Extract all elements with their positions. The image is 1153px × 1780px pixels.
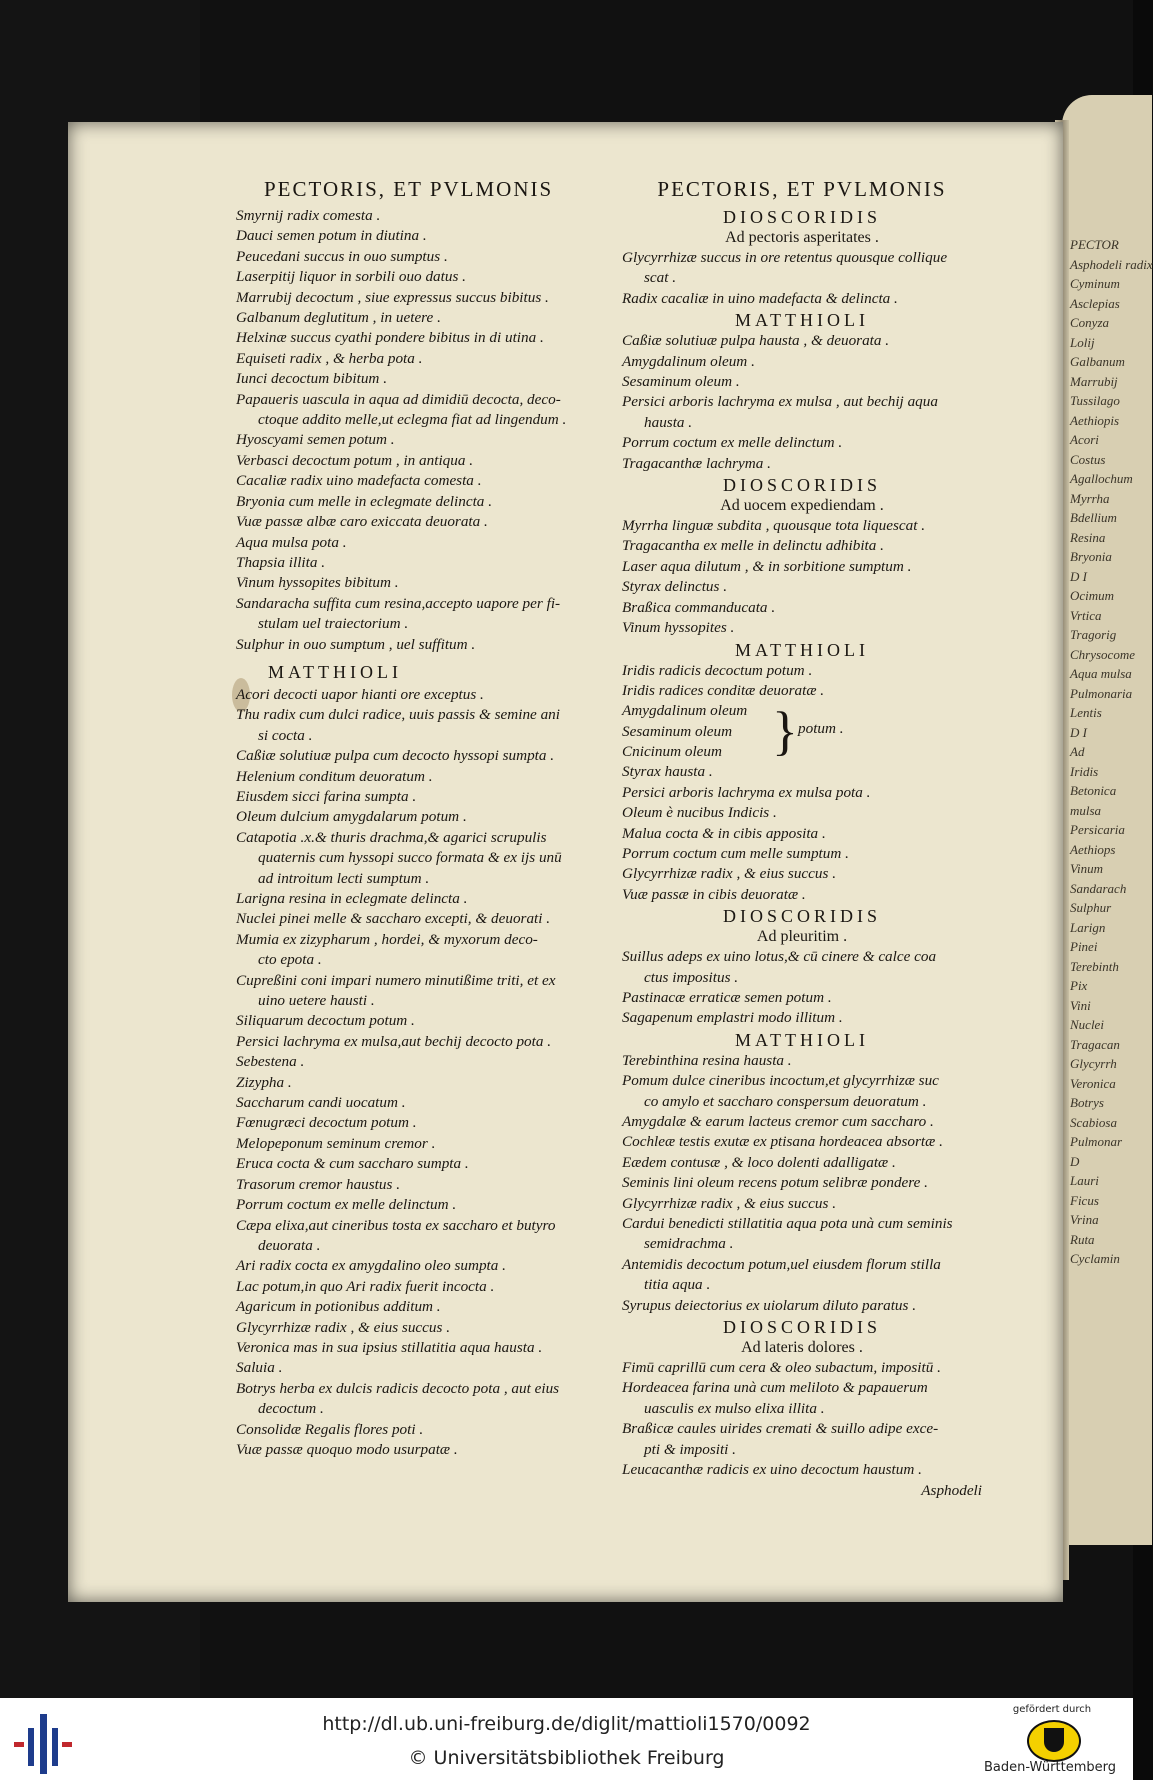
left-entries-a xyxy=(236,206,596,655)
entry-line: Melopeponum seminum cremor . xyxy=(236,1134,436,1152)
entry-line: Leucacanthæ radicis ex uino decoctum haustum . xyxy=(622,1461,922,1479)
entry-line: Thapsia illita . xyxy=(236,553,326,571)
brace-label: potum . xyxy=(798,720,844,738)
facing-page-fragment: Lolij xyxy=(1070,334,1095,350)
entry-line: Porrum coctum cum melle sumptum . xyxy=(622,844,849,862)
entry-line: Caßiæ solutiuæ pulpa cum decocto hyssopi sumpta . xyxy=(236,747,555,765)
entry-line: Galbanum deglutitum , in uetere . xyxy=(236,309,441,327)
facing-page-fragment: Lentis xyxy=(1070,705,1102,720)
entry-line: Sesaminum oleum xyxy=(622,722,733,740)
entry-line: Tragacanthæ lachryma . xyxy=(622,454,771,472)
entry-line: Helenium conditum deuoratum . xyxy=(236,767,433,785)
right-entries xyxy=(622,1358,982,1480)
facing-page-fragment: Lauri xyxy=(1070,1173,1099,1188)
facing-page-fragment: Tragorig xyxy=(1070,627,1117,642)
facing-page-fragment: Conyza xyxy=(1070,315,1109,330)
right-entries xyxy=(622,661,982,702)
facing-page-fragment: Pix xyxy=(1070,978,1088,993)
entry-line: Larigna resina in eclegmate delincta . xyxy=(236,890,468,907)
section-dioscoridis: DIOSCORIDIS xyxy=(722,207,881,227)
facing-page-fragment: PECTOR xyxy=(1070,237,1119,252)
entry-line: Saccharum candi uocatum . xyxy=(236,1094,406,1112)
facing-page-fragment: Scabiosa xyxy=(1070,1114,1117,1130)
entry-line: Helxinæ succus cyathi pondere bibitus in di utina . xyxy=(236,329,544,347)
facing-page-fragment: Marrubij xyxy=(1070,373,1118,389)
facing-page-fragment: Ocimum xyxy=(1070,588,1115,603)
entry-line: Persici arboris lachryma ex mulsa , aut bechij aqua xyxy=(622,393,938,411)
entry-line: Amygdalæ & earum lacteus cremor cum saccharo . xyxy=(622,1113,934,1130)
entry-line: uasculis ex mulso elixa illita . xyxy=(644,1399,825,1417)
right-entries xyxy=(622,248,982,309)
copyright-notice: © Universitätsbibliothek Freiburg xyxy=(408,1747,725,1769)
facing-page-fragment: Bdellium xyxy=(1070,510,1117,525)
entry-line: Thu radix cum dulci radice, uuis passis & semine ani xyxy=(236,706,560,724)
entry-line: Oleum dulcium amygdalarum potum . xyxy=(236,808,467,826)
entry-line: Terebinthina resina hausta . xyxy=(622,1051,792,1069)
facing-page-fragment: Iridis xyxy=(1070,763,1099,779)
entry-line: Vuæ passæ in cibis deuoratæ . xyxy=(622,885,806,903)
entry-line: Cochleæ testis exutæ ex ptisana hordeacea absortæ . xyxy=(622,1133,943,1151)
entry-line: Suillus adeps ex uino lotus,& cū cinere & calce coa xyxy=(622,948,937,966)
section-matthioli: MATTHIOLI xyxy=(735,1029,869,1050)
entry-line: Vinum hyssopites bibitum . xyxy=(236,574,399,592)
section-subtitle: Ad lateris dolores . xyxy=(741,1339,863,1357)
entry-line: Amygdalinum oleum . xyxy=(622,352,755,370)
facing-page-fragment: Vini xyxy=(1070,997,1091,1013)
right-entries xyxy=(622,762,982,905)
facing-page xyxy=(1062,95,1152,1545)
facing-page-fragment: Cyclamin xyxy=(1070,1251,1120,1266)
entry-line: Glycyrrhizæ radix , & eius succus . xyxy=(622,1194,837,1212)
facing-page-fragment: Larign xyxy=(1070,919,1106,935)
facing-page-fragment: Sulphur xyxy=(1070,900,1112,915)
sponsor-name: Baden-Württemberg xyxy=(984,1760,1116,1775)
left-entries-b xyxy=(236,685,596,1460)
facing-page-fragment: Pulmonaria xyxy=(1070,685,1133,701)
entry-line: Siliquarum decoctum potum . xyxy=(236,1012,415,1030)
facing-page-fragment: Costus xyxy=(1070,451,1106,467)
right-entries xyxy=(622,331,982,474)
entry-line: Iridis radicis decoctum potum . xyxy=(622,661,813,679)
entry-line: Syrupus deiectorius ex uiolarum diluto paratus . xyxy=(622,1296,917,1314)
entry-line: Myrrha linguæ subdita , quousque tota liquescat . xyxy=(622,517,926,535)
facing-page-fragment: mulsa xyxy=(1070,802,1102,818)
entry-line: Agaricum in potionibus additum . xyxy=(236,1298,441,1316)
left-section-matthioli: MATTHIOLI xyxy=(268,661,402,682)
entry-line: Eruca cocta & cum saccharo sumpta . xyxy=(236,1155,469,1173)
brace-group xyxy=(622,701,982,762)
entry-line: Seminis lini oleum recens potum selibræ pondere . xyxy=(622,1174,928,1192)
entry-line: Catapotia .x.& thuris drachma,& agarici scrupulis xyxy=(236,828,547,846)
entry-line: Braßica commanducata . xyxy=(622,598,776,616)
entry-line: Smyrnij radix comesta . xyxy=(236,207,381,224)
section-subtitle: Ad pleuritim . xyxy=(756,928,848,946)
entry-line: Tragacantha ex melle in delinctu adhibita . xyxy=(622,537,884,555)
entry-line: quaternis cum hyssopi succo formata & ex ijs unū xyxy=(258,849,562,867)
curly-brace: } xyxy=(772,701,798,762)
entry-line: Vuæ passæ albæ caro exiccata deuorata . xyxy=(236,513,488,531)
entry-line: Sagapenum emplastri modo illitum . xyxy=(622,1009,843,1027)
facing-page-fragment: Chrysocome xyxy=(1070,646,1135,662)
facing-page-fragment: Veronica xyxy=(1070,1075,1116,1091)
entry-line: Verbasci decoctum potum , in antiqua . xyxy=(236,451,474,469)
entry-line: Vuæ passæ quoquo modo usurpatæ . xyxy=(236,1440,458,1458)
section-dioscoridis: DIOSCORIDIS xyxy=(722,475,881,496)
facing-page-fragment: D I xyxy=(1070,568,1087,584)
facing-page-fragment: Myrrha xyxy=(1070,490,1110,506)
entry-line: ctoque addito melle,ut eclegma fiat ad lingendum . xyxy=(258,411,567,429)
entry-line: Sandaracha suffita cum resina,accepto uapore per fi- xyxy=(236,594,561,612)
entry-line: Botrys herba ex dulcis radicis decocto pota , aut eius xyxy=(236,1379,560,1397)
entry-line: Aqua mulsa pota . xyxy=(236,533,347,551)
entry-line: ctus impositus . xyxy=(644,968,739,986)
entry-line: si cocta . xyxy=(258,726,313,744)
section-dioscoridis: DIOSCORIDIS xyxy=(722,1317,881,1338)
entry-line: Cæpa elixa,aut cineribus tosta ex saccharo et butyro xyxy=(236,1216,556,1234)
facing-page-fragment: Resina xyxy=(1070,529,1106,545)
entry-line: hausta . xyxy=(644,413,693,431)
entry-line: Glycyrrhizæ radix , & eius succus . xyxy=(236,1318,451,1336)
entry-line: Malua cocta & in cibis apposita . xyxy=(622,824,826,842)
entry-line: Iunci decoctum bibitum . xyxy=(236,370,387,388)
entry-line: Trasorum cremor haustus . xyxy=(236,1175,400,1193)
entry-line: decoctum . xyxy=(258,1400,324,1418)
facing-page-fragment: Agallochum xyxy=(1070,471,1133,486)
facing-page-fragment: Aqua mulsa xyxy=(1070,666,1132,681)
entry-line: Porrum coctum ex melle delinctum . xyxy=(236,1196,457,1214)
entry-line: Pomum dulce cineribus incoctum,et glycyrrhizæ suc xyxy=(622,1072,939,1090)
facing-page-fragment: Vrina xyxy=(1070,1212,1099,1227)
entry-line: Cupreßini coni impari numero minutißime triti, et ex xyxy=(236,971,556,989)
right-column xyxy=(622,176,982,1501)
entry-line: Amygdalinum oleum xyxy=(622,702,748,720)
facing-page-fragment: Tragacan xyxy=(1070,1036,1120,1052)
entry-line: Hordeacea farina unà cum meliloto & papauerum xyxy=(622,1379,928,1397)
facing-page-fragment: Sandarach xyxy=(1070,880,1127,896)
entry-line: Styrax delinctus . xyxy=(622,578,728,596)
entry-line: Fimū caprillū cum cera & oleo subactum, impositū . xyxy=(622,1359,941,1377)
entry-line: scat . xyxy=(644,269,677,287)
entry-line: Iridis radices conditæ deuoratæ . xyxy=(622,681,825,699)
entry-line: Porrum coctum ex melle delinctum . xyxy=(622,434,843,452)
entry-line: Saluia . xyxy=(236,1359,283,1377)
entry-line: co amylo et saccharo conspersum deuoratum . xyxy=(644,1092,927,1110)
entry-line: Sulphur in ouo sumptum , uel suffitum . xyxy=(236,635,476,653)
left-running-header: PECTORIS, ET PVLMONIS xyxy=(264,177,554,201)
entry-line: Cnicinum oleum xyxy=(622,743,722,761)
section-subtitle: Ad uocem expediendam . xyxy=(720,497,884,515)
right-entries xyxy=(622,1051,982,1316)
entry-line: Peucedani succus in ouo sumptus . xyxy=(236,247,448,265)
section-subtitle: Ad pectoris asperitates . xyxy=(725,229,879,246)
entry-line: semidrachma . xyxy=(644,1235,734,1253)
facing-page-fragment: Botrys xyxy=(1070,1095,1104,1110)
entry-line: Bryonia cum melle in eclegmate delincta . xyxy=(236,492,492,510)
facing-page-fragment: Tussilago xyxy=(1070,393,1120,408)
facing-page-fragment: Ad xyxy=(1070,744,1085,759)
entry-line: Pastinacæ erraticæ semen potum . xyxy=(622,988,832,1006)
left-column xyxy=(236,176,596,1460)
entry-line: Oleum è nucibus Indicis . xyxy=(622,804,777,822)
facing-page-fragment: Aethiops xyxy=(1070,841,1116,857)
entry-line: Persici arboris lachryma ex mulsa pota . xyxy=(622,783,871,801)
right-entries xyxy=(622,947,982,1029)
facing-page-text xyxy=(1070,235,1153,1269)
entry-line: Ari radix cocta ex amygdalino oleo sumpta . xyxy=(236,1257,506,1275)
entry-line: cto epota . xyxy=(258,951,322,969)
sponsor-caption: gefördert durch xyxy=(1012,1704,1092,1715)
entry-line: Laserpitij liquor in sorbili ouo datus . xyxy=(236,268,466,286)
entry-line: ad introitum lecti sumptum . xyxy=(258,869,430,887)
entry-line: Papaueris uascula in aqua ad dimidiū decocta, deco- xyxy=(236,390,561,408)
entry-line: Glycyrrhizæ radix , & eius succus . xyxy=(622,865,837,883)
facing-page-fragment: Acori xyxy=(1070,432,1099,447)
entry-line: Equiseti radix , & herba pota . xyxy=(236,349,423,367)
right-running-header: PECTORIS, ET PVLMONIS xyxy=(657,177,947,201)
facing-page-fragment: Pulmonar xyxy=(1070,1134,1122,1149)
section-dioscoridis: DIOSCORIDIS xyxy=(722,906,881,927)
facing-page-fragment: Nuclei xyxy=(1070,1017,1104,1032)
entry-line: Mumia ex zizypharum , hordei, & myxorum deco- xyxy=(236,930,538,948)
entry-line: Braßicæ caules uirides cremati & suillo adipe exce- xyxy=(622,1420,939,1438)
entry-line: Laser aqua dilutum , & in sorbitione sumptum . xyxy=(622,557,912,575)
facing-page-fragment: Vinum xyxy=(1070,861,1103,876)
entry-line: Styrax hausta . xyxy=(622,763,713,781)
entry-line: Persici lachryma ex mulsa,aut bechij decocto pota . xyxy=(236,1032,552,1050)
entry-line: Sesaminum oleum . xyxy=(622,373,740,391)
facing-page-fragment: Betonica xyxy=(1070,783,1117,798)
entry-line: uino uetere hausti . xyxy=(258,992,375,1010)
facing-page-fragment: Ruta xyxy=(1070,1231,1095,1247)
bw-crest-icon xyxy=(1027,1720,1081,1762)
facing-page-fragment: Glycyrrh xyxy=(1070,1056,1117,1071)
entry-line: Fœnugræci decoctum potum . xyxy=(236,1114,417,1132)
facing-page-fragment: Aethiopis xyxy=(1070,412,1120,428)
entry-line: Sebestena . xyxy=(236,1053,305,1071)
entry-line: Marrubij decoctum , siue expressus succus bibitus . xyxy=(236,288,549,306)
entry-line: Nuclei pinei melle & saccharo excepti, & deuorati . xyxy=(236,910,551,928)
right-entries xyxy=(622,516,982,638)
entry-line: Caßiæ solutiuæ pulpa hausta , & deuorata . xyxy=(622,332,890,350)
entry-line: Eiusdem sicci farina sumpta . xyxy=(236,787,417,805)
facing-page-fragment: Pinei xyxy=(1070,939,1098,954)
permalink-url[interactable]: http://dl.ub.uni-freiburg.de/diglit/mattioli1570/0092 xyxy=(322,1713,811,1735)
facing-page-fragment: D xyxy=(1070,1153,1080,1169)
entry-line: pti & impositi . xyxy=(644,1440,736,1458)
facing-page-fragment: Cyminum xyxy=(1070,276,1120,291)
entry-line: Zizypha . xyxy=(236,1073,292,1091)
entry-line: titia aqua . xyxy=(644,1276,711,1294)
facing-page-fragment: D I xyxy=(1070,724,1087,740)
facing-page-fragment: Terebinth xyxy=(1070,958,1119,974)
entry-line: Acori decocti uapor hianti ore exceptus . xyxy=(236,685,484,703)
entry-line: Consolidæ Regalis flores poti . xyxy=(236,1420,424,1438)
entry-line: Cardui benedicti stillatitia aqua pota unà cum seminis xyxy=(622,1215,953,1233)
entry-line: Dauci semen potum in diutina . xyxy=(236,227,427,245)
section-matthioli: MATTHIOLI xyxy=(735,310,869,331)
entry-line: Vinum hyssopites . xyxy=(622,619,735,637)
viewer-footer xyxy=(0,1698,1133,1780)
facing-page-fragment: Asclepias xyxy=(1070,295,1120,311)
entry-line: Veronica mas in sua ipsius stillatitia aqua hausta . xyxy=(236,1338,543,1356)
facing-page-fragment: Vrtica xyxy=(1070,607,1102,623)
facing-page-fragment: Galbanum xyxy=(1070,354,1125,369)
entry-line: Antemidis decoctum potum,uel eiusdem florum stilla xyxy=(622,1255,941,1273)
entry-line: Eædem contusæ , & loco dolenti adalligatæ . xyxy=(622,1153,896,1171)
catchword: Asphodeli xyxy=(921,1481,982,1499)
entry-line: Glycyrrhizæ succus in ore retentus quousque collique xyxy=(622,249,948,266)
entry-line: Cacaliæ radix uino madefacta comesta . xyxy=(236,472,482,490)
entry-line: Hyoscyami semen potum . xyxy=(236,431,395,449)
section-matthioli: MATTHIOLI xyxy=(735,639,869,660)
facing-page-fragment: Asphodeli radix xyxy=(1070,256,1153,272)
entry-line: stulam uel traiectorium . xyxy=(258,615,409,633)
facing-page-fragment: Ficus xyxy=(1070,1192,1099,1208)
facing-page-fragment: Persicaria xyxy=(1070,822,1125,837)
entry-line: Lac potum,in quo Ari radix fuerit incocta . xyxy=(236,1277,495,1295)
entry-line: Radix cacaliæ in uino madefacta & delincta . xyxy=(622,289,898,307)
entry-line: deuorata . xyxy=(258,1236,321,1254)
facing-page-fragment: Bryonia xyxy=(1070,549,1112,564)
